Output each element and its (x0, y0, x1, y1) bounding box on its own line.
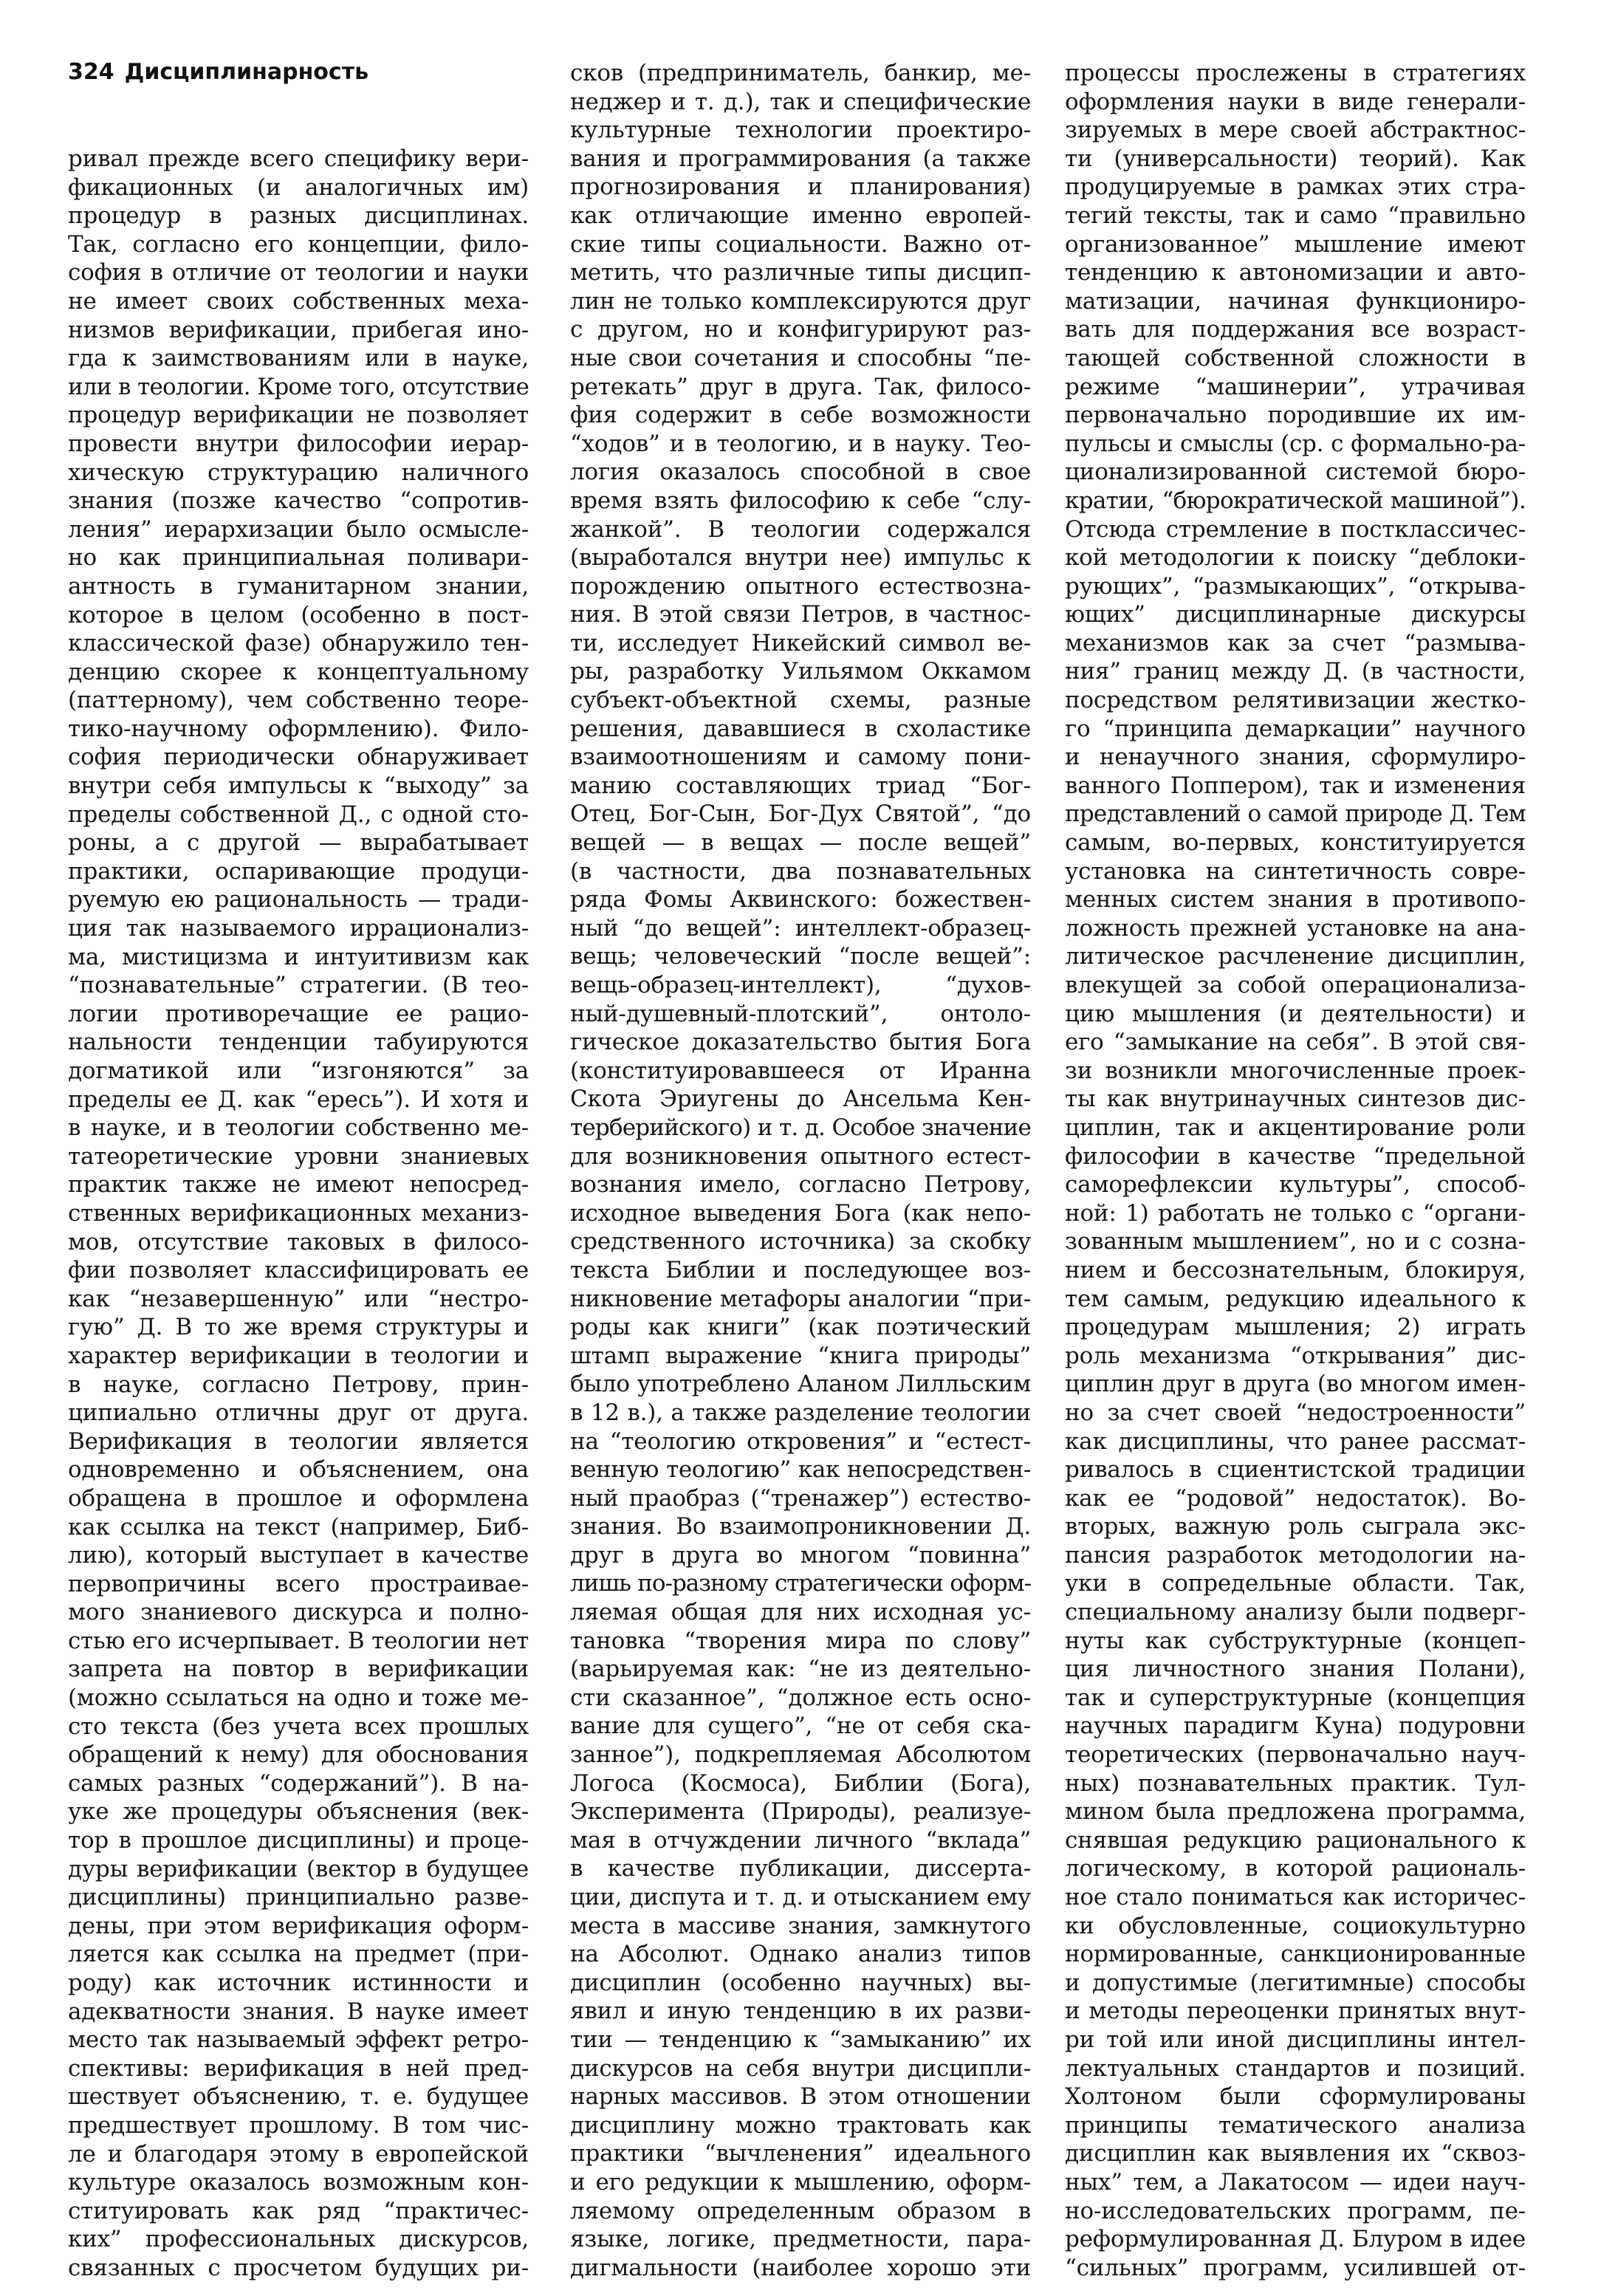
text-line: нуты как субструктурные (концеп- (1065, 1627, 1526, 1654)
text-line: ти (универсальности) теорий). Как (1065, 145, 1526, 172)
text-line: лию), который выступает в качестве (68, 1542, 529, 1569)
text-line: хическую структурацию наличного (68, 459, 529, 486)
text-line: вознания имело, согласно Петрову, (570, 1171, 1031, 1199)
text-line: исходное выведения Бога (как непо- (570, 1199, 1031, 1227)
text-line: культуре оказалось возможным кон- (68, 2169, 529, 2196)
text-line: продуцируемые в рамках этих стра- (1065, 174, 1526, 201)
text-line: мов, отсутствие таковых в филосо- (68, 1228, 529, 1255)
text-line: дены, при этом верификация оформ- (68, 1912, 529, 1939)
text-line: тановка “творения мира по слову” (570, 1627, 1031, 1654)
text-line: как “незавершенную” или “нестро- (68, 1285, 529, 1312)
text-line: самым, во-первых, конституируется (1065, 829, 1526, 857)
text-line: характер верификации в теологии и (68, 1342, 529, 1369)
text-line: в 12 в.), а также разделение теологии (570, 1399, 1031, 1426)
text-line: (в частности, два познавательных (570, 857, 1031, 885)
text-line: гда к заимствованиям или в науке, (68, 345, 529, 372)
text-line: софия периодически обнаруживает (68, 744, 529, 771)
text-line: тающей собственной сложности в (1065, 344, 1526, 371)
text-line: ки обусловленные, социокультурно (1065, 1912, 1526, 1939)
text-line: ципиально отличны друг от друга. (68, 1399, 529, 1427)
text-column-3 (1065, 59, 1526, 2282)
text-line: ляемая общая для них исходная ус- (570, 1599, 1031, 1626)
text-line: лин не только комплексируются друг (570, 287, 1031, 315)
text-line: лектуальных стандартов и позиций. (1065, 2055, 1526, 2082)
text-line: одновременно и объяснением, она (68, 1456, 529, 1484)
text-line: Скота Эриугены до Ансельма Кен- (570, 1086, 1031, 1113)
text-line: ти, исследует Никейский символ ве- (570, 629, 1031, 657)
text-line: метить, что различные типы дисцип- (570, 259, 1031, 287)
text-line: самых разных “содержаний”). В на- (68, 1769, 529, 1797)
text-line: внутри себя импульсы к “выходу” за (68, 772, 529, 800)
text-line: языке, логике, предметности, пара- (570, 2226, 1031, 2253)
text-line: места в массиве знания, замкнутого (570, 1912, 1031, 1939)
text-line: пределы ее Д. как “ересь”). И хотя и (68, 1086, 529, 1113)
text-line: менных систем знания в противопо- (1065, 886, 1526, 914)
text-line: терберийского) и т. д. Особое значение (570, 1114, 1031, 1141)
text-line: дисциплины) принципиально разве- (68, 1884, 529, 1911)
text-line: решения, дававшиеся в схоластике (570, 715, 1031, 742)
text-line: его “замыкание на себя”. В этой свя- (1065, 1029, 1526, 1056)
text-line: и допустимые (легитимные) способы (1065, 1969, 1526, 1996)
text-line: нием и бессознательным, блокируя, (1065, 1256, 1526, 1284)
text-line: посредством релятивизации жестко- (1065, 687, 1526, 714)
text-line: литическое расчленение дисциплин, (1065, 943, 1526, 970)
text-line: вещей — в вещах — после вещей” (570, 829, 1031, 857)
text-line: ляется как ссылка на предмет (при- (68, 1941, 529, 1968)
text-line: ривал прежде всего специфику вери- (68, 145, 529, 172)
text-line: шествует объяснению, т. е. будущее (68, 2083, 529, 2111)
text-line: Отсюда стремление в постклассичес- (1065, 515, 1526, 543)
text-line: го “принципа демаркации” научного (1065, 715, 1526, 742)
text-line: субъект-объектной схемы, разные (570, 687, 1031, 714)
text-line: ных” тем, а Лакатосом — идеи науч- (1065, 2168, 1526, 2196)
text-line: рующих”, “размыкающих”, “открыва- (1065, 572, 1526, 600)
text-line: пределы собственной Д., с одной сто- (68, 801, 529, 828)
text-line: практик также не имеют непосред- (68, 1171, 529, 1199)
text-line: ры, разработку Уильямом Оккамом (570, 658, 1031, 685)
text-line: циплин друг в друга (во многом имен- (1065, 1371, 1526, 1398)
text-line: нарных массивов. В этом отношении (570, 2083, 1031, 2111)
text-line: кратии, “бюрократической машиной”). (1065, 487, 1526, 514)
text-line: культурные технологии проектиро- (570, 117, 1031, 144)
text-line: стью его исчерпывает. В теологии нет (68, 1627, 529, 1654)
text-line: пульсы и смыслы (ср. с формально-ра- (1065, 430, 1526, 457)
text-line: ские типы социальности. Важно от- (570, 230, 1031, 258)
text-line: фии позволяет классифицировать ее (68, 1257, 529, 1284)
text-line: дисциплин как выявления их “сквоз- (1065, 2140, 1526, 2168)
text-line: нормированные, санкционированные (1065, 1941, 1526, 1968)
text-line: место так называемый эффект ретро- (68, 2026, 529, 2054)
text-line: “познавательные” стратегии. (В тео- (68, 972, 529, 999)
text-line: тико-научному оформлению). Фило- (68, 715, 529, 742)
text-line: антность в гуманитарном знании, (68, 572, 529, 600)
text-line: провести внутри философии иерар- (68, 430, 529, 457)
text-line: классической фазе) обнаружило тен- (68, 630, 529, 657)
text-line: в качестве публикации, диссерта- (570, 1855, 1031, 1882)
text-line: (можно ссылаться на одно и тоже ме- (68, 1685, 529, 1712)
text-line: Логоса (Космоса), Библии (Бога), (570, 1769, 1031, 1797)
text-line: запрета на повтор в верификации (68, 1656, 529, 1683)
text-line: как дисциплины, что ранее рассмат- (1065, 1428, 1526, 1455)
text-line: как отличающие именно европей- (570, 202, 1031, 229)
text-line: в науке, и в теологии собственно ме- (68, 1114, 529, 1142)
text-line: занное”), подкрепляемая Абсолютом (570, 1741, 1031, 1769)
text-line: реформулированная Д. Блуром в идее (1065, 2226, 1526, 2253)
text-line: цию мышления (и деятельности) и (1065, 1000, 1526, 1027)
text-line: механизмов как за счет “размыва- (1065, 629, 1526, 657)
text-line: неджер и т. д.), так и специфические (570, 88, 1031, 115)
text-line: матизации, начиная функциониро- (1065, 287, 1526, 315)
text-line: ния” границ между Д. (в частности, (1065, 658, 1526, 685)
section-title: Дисциплинарность (124, 59, 369, 85)
text-line: режиме “машинерии”, утрачивая (1065, 373, 1526, 400)
text-line: на Абсолют. Однако анализ типов (570, 1941, 1031, 1968)
text-line: “ходов” и в теологию, и в науку. Тео- (570, 430, 1031, 457)
text-line: дигмальности (наиболее хорошо эти (570, 2254, 1031, 2281)
text-line: ституировать как ряд “практичес- (68, 2197, 529, 2224)
text-line: ные свои сочетания и способны “пе- (570, 344, 1031, 371)
text-line: специальному анализу были подверг- (1065, 1599, 1526, 1626)
text-line: но-исследовательских программ, пе- (1065, 2197, 1526, 2224)
text-line: и методы переоценки принятых внут- (1065, 1998, 1526, 2025)
text-line: ма, мистицизма и интуитивизм как (68, 943, 529, 970)
text-line: обращена в прошлое и оформлена (68, 1484, 529, 1512)
text-line: догматикой или “изгоняются” за (68, 1058, 529, 1084)
text-line: зируемых в мере своей абстрактнос- (1065, 117, 1526, 144)
text-line: сти сказанное”, “должное есть осно- (570, 1684, 1031, 1711)
text-line: ция личностного знания Полани), (1065, 1656, 1526, 1683)
text-line: пансия разработок методологии на- (1065, 1541, 1526, 1569)
text-line: тии — тенденцию к “замыканию” их (570, 2026, 1031, 2053)
text-line: ющих” дисциплинарные дискурсы (1065, 601, 1526, 628)
text-line: но за счет своей “недостроенности” (1065, 1399, 1526, 1426)
text-line: ный-душевный-плотский”, онтоло- (570, 1000, 1031, 1027)
text-line: кой методологии к поиску “деблоки- (1065, 544, 1526, 572)
text-line: процедур верификации не позволяет (68, 402, 529, 429)
text-line: которое в целом (особенно в пост- (68, 601, 529, 628)
text-line: тем самым, редукцию идеального к (1065, 1285, 1526, 1312)
text-line: как ее “родовой” недостаток). Во- (1065, 1484, 1526, 1512)
text-line: процедур в разных дисциплинах. (68, 202, 529, 230)
text-line: вторых, важную роль сыграла экс- (1065, 1513, 1526, 1541)
text-line: так и суперструктурные (концепция (1065, 1684, 1526, 1711)
text-line: средственного источника) за скобку (570, 1228, 1031, 1255)
text-line: мином была предложена программа, (1065, 1798, 1526, 1826)
text-line: знания. Во взаимопроникновении Д. (570, 1513, 1031, 1541)
text-line: мая в отчуждении личного “вклада” (570, 1826, 1031, 1854)
text-line: оформления науки в виде генерали- (1065, 88, 1526, 115)
text-line: Холтоном были сформулированы (1065, 2083, 1526, 2111)
text-line: принципы тематического анализа (1065, 2111, 1526, 2139)
text-line: вания и программирования (а также (570, 145, 1031, 172)
text-line: практики “вычленения” идеального (570, 2140, 1031, 2168)
text-line: философии в качестве “предельной (1065, 1142, 1526, 1170)
text-line: прогнозирования и планирования) (570, 174, 1031, 201)
text-line: и ненаучного знания, сформулиро- (1065, 744, 1526, 771)
text-line: научных парадигм Куна) подуровни (1065, 1713, 1526, 1740)
text-line: сков (предприниматель, банкир, ме- (570, 60, 1031, 86)
text-line: логии противоречащие ее рацио- (68, 1000, 529, 1027)
text-column-2 (570, 59, 1031, 2282)
text-line: логическому, в которой рациональ- (1065, 1855, 1526, 1882)
text-line: Эксперимента (Природы), реализуе- (570, 1798, 1031, 1826)
text-line: татеоретические уровни знаниевых (68, 1142, 529, 1170)
text-line: дуры верификации (вектор в будущее (68, 1855, 529, 1882)
text-line: (паттерному), чем собственно теоре- (68, 687, 529, 714)
running-head (68, 58, 368, 87)
text-line: роды как книги” (как поэтический (570, 1314, 1031, 1341)
text-line: тегий тексты, так и само “правильно (1065, 202, 1526, 229)
text-line: мого знаниевого дискурса и полно- (68, 1599, 529, 1626)
text-line: ления” иерархизации было осмысле- (68, 515, 529, 543)
text-line: циплин, так и акцентирование роли (1065, 1114, 1526, 1141)
text-line: софия в отличие от теологии и науки (68, 259, 529, 287)
text-line: ле и благодаря этому в европейской (68, 2140, 529, 2168)
text-line: процессы прослежены в стратегиях (1065, 60, 1526, 86)
text-line: на “теологию откровения” и “естест- (570, 1428, 1031, 1455)
text-line: вещь-образец-интеллект), “духов- (570, 972, 1031, 998)
text-line: и его редукции к мышлению, оформ- (570, 2168, 1031, 2196)
text-line: ких” профессиональных дискурсов, (68, 2226, 529, 2253)
text-line: обращений к нему) для обоснования (68, 1741, 529, 1769)
text-line: ложность прежней установке на ана- (1065, 914, 1526, 942)
text-line: ляемому определенным образом в (570, 2197, 1031, 2224)
text-line: порождению опытного естествозна- (570, 572, 1031, 600)
text-line: манию составляющих триад “Бог- (570, 772, 1031, 799)
text-line: знания (позже качество “сопротив- (68, 487, 529, 515)
text-line: но как принципиальная поливари- (68, 544, 529, 572)
text-line: ное стало пониматься как историчес- (1065, 1884, 1526, 1911)
page-number: 324 (68, 59, 114, 85)
text-line: процедурам мышления; 2) играть (1065, 1314, 1526, 1341)
text-line: не имеет своих собственных меха- (68, 287, 529, 315)
text-line: друг в друга во многом “повинна” (570, 1541, 1031, 1569)
text-line: роду) как источник истинности и (68, 1970, 529, 1996)
text-line: взаимоотношениям и самому пони- (570, 744, 1031, 771)
text-line: практики, оспаривающие продуци- (68, 857, 529, 885)
text-line: саморефлексии культуры”, способ- (1065, 1171, 1526, 1199)
text-line: тор в прошлое дисциплины) и проце- (68, 1827, 529, 1854)
text-line: ции, диспута и т. д. и отысканием ему (570, 1884, 1031, 1911)
text-line: время взять философию к себе “слу- (570, 487, 1031, 514)
text-line: дисциплину можно трактовать как (570, 2111, 1031, 2139)
text-line: логия оказалось способной в свое (570, 459, 1031, 486)
text-line: или в теологии. Кроме того, отсутствие (68, 373, 529, 400)
text-line: как ссылка на текст (например, Биб- (68, 1513, 529, 1541)
text-column-1 (68, 145, 529, 2283)
text-line: ри той или иной дисциплины интел- (1065, 2026, 1526, 2053)
text-line: адекватности знания. В науке имеет (68, 1998, 529, 2025)
text-line: (конституировавшееся от Иранна (570, 1057, 1031, 1084)
text-line: ния. В этой связи Петров, в частнос- (570, 601, 1031, 628)
text-line: первоначально породившие их им- (1065, 402, 1526, 429)
text-line: ственных верификационных механиз- (68, 1199, 529, 1227)
text-line: ция так называемого иррационализ- (68, 915, 529, 942)
text-line: вать для поддержания все возраст- (1065, 316, 1526, 343)
text-line: зи возникли многочисленные проек- (1065, 1057, 1526, 1084)
text-line: фикационных (и аналогичных им) (68, 174, 529, 201)
text-line: руемую ею рациональность — тради- (68, 886, 529, 914)
text-line: ривалось в сциентистской традиции (1065, 1456, 1526, 1484)
text-line: влекущей за собой операционализа- (1065, 972, 1526, 998)
text-line: “сильных” программ, усилившей от- (1065, 2254, 1526, 2281)
text-line: первопричины всего простраивае- (68, 1570, 529, 1597)
text-line: роны, а с другой — вырабатывает (68, 829, 529, 857)
text-line: (выработался внутри нее) импульс к (570, 544, 1031, 572)
text-line: спективы: верификация в ней пред- (68, 2055, 529, 2082)
text-line: установка на синтетичность совре- (1065, 857, 1526, 885)
text-line: ванного Поппером), так и изменения (1065, 772, 1526, 799)
text-line: ной: 1) работать не только с “органи- (1065, 1199, 1526, 1227)
text-line: теоретических (первоначально науч- (1065, 1741, 1526, 1769)
text-line: гическое доказательство бытия Бога (570, 1029, 1031, 1056)
text-line: явил и иную тенденцию в их разви- (570, 1998, 1031, 2025)
text-line: предшествует прошлому. В том чис- (68, 2111, 529, 2139)
text-line: зованным мышлением”, но и с созна- (1065, 1228, 1526, 1255)
text-line: (варьируемая как: “не из деятельно- (570, 1656, 1031, 1683)
text-line: текста Библии и последующее воз- (570, 1256, 1031, 1284)
text-line: лишь по-разному стратегически оформ- (570, 1570, 1031, 1597)
text-line: штамп выражение “книга природы” (570, 1342, 1031, 1369)
text-line: тенденцию к автономизации и авто- (1065, 259, 1526, 287)
text-line: ты как внутринаучных синтезов дис- (1065, 1086, 1526, 1113)
text-line: организованное” мышление имеют (1065, 230, 1526, 258)
text-line: нальности тенденции табуируются (68, 1029, 529, 1056)
text-line: дискурсов на себя внутри дисципли- (570, 2055, 1031, 2082)
text-line: ряда Фомы Аквинского: божествен- (570, 886, 1031, 914)
text-line: снявшая редукцию рационального к (1065, 1826, 1526, 1854)
text-line: для возникновения опытного естест- (570, 1142, 1031, 1170)
text-line: вещь; человеческий “после вещей”: (570, 943, 1031, 970)
text-line: роль механизма “открывания” дис- (1065, 1342, 1526, 1369)
text-line: в науке, согласно Петрову, прин- (68, 1371, 529, 1398)
text-line: ный “до вещей”: интеллект-образец- (570, 914, 1031, 942)
text-line: ный праобраз (“тренажер”) естество- (570, 1484, 1031, 1512)
text-line: низмов верификации, прибегая ино- (68, 316, 529, 343)
text-line: Отец, Бог-Сын, Бог-Дух Святой”, “до (570, 801, 1031, 828)
text-line: дисциплин (особенно научных) вы- (570, 1969, 1031, 1996)
text-line: жанкой”. В теологии содержался (570, 515, 1031, 543)
text-line: Верификация в теологии является (68, 1428, 529, 1455)
text-line: никновение метафоры аналогии “при- (570, 1285, 1031, 1312)
text-line: сто текста (без учета всех прошлых (68, 1713, 529, 1740)
text-line: было употреблено Аланом Лилльским (570, 1371, 1031, 1398)
text-line: ретекать” друг в друга. Так, филосо- (570, 373, 1031, 400)
text-line: ционализированной системой бюро- (1065, 459, 1526, 486)
text-line: гую” Д. В то же время структуры и (68, 1314, 529, 1341)
text-line: с другом, но и конфигурируют раз- (570, 316, 1031, 343)
text-line: Так, согласно его концепции, фило- (68, 230, 529, 258)
text-line: представлений о самой природе Д. Тем (1065, 801, 1526, 828)
text-line: ных) познавательных практик. Тул- (1065, 1769, 1526, 1797)
text-line: фия содержит в себе возможности (570, 402, 1031, 429)
text-line: денцию скорее к концептуальному (68, 658, 529, 685)
text-line: венную теологию” как непосредствен- (570, 1456, 1031, 1484)
text-line: вание для сущего”, “не от себя ска- (570, 1713, 1031, 1740)
text-line: уке же процедуры объяснения (век- (68, 1798, 529, 1826)
text-line: связанных с просчетом будущих ри- (68, 2254, 529, 2281)
text-line: уки в сопредельные области. Так, (1065, 1570, 1526, 1597)
